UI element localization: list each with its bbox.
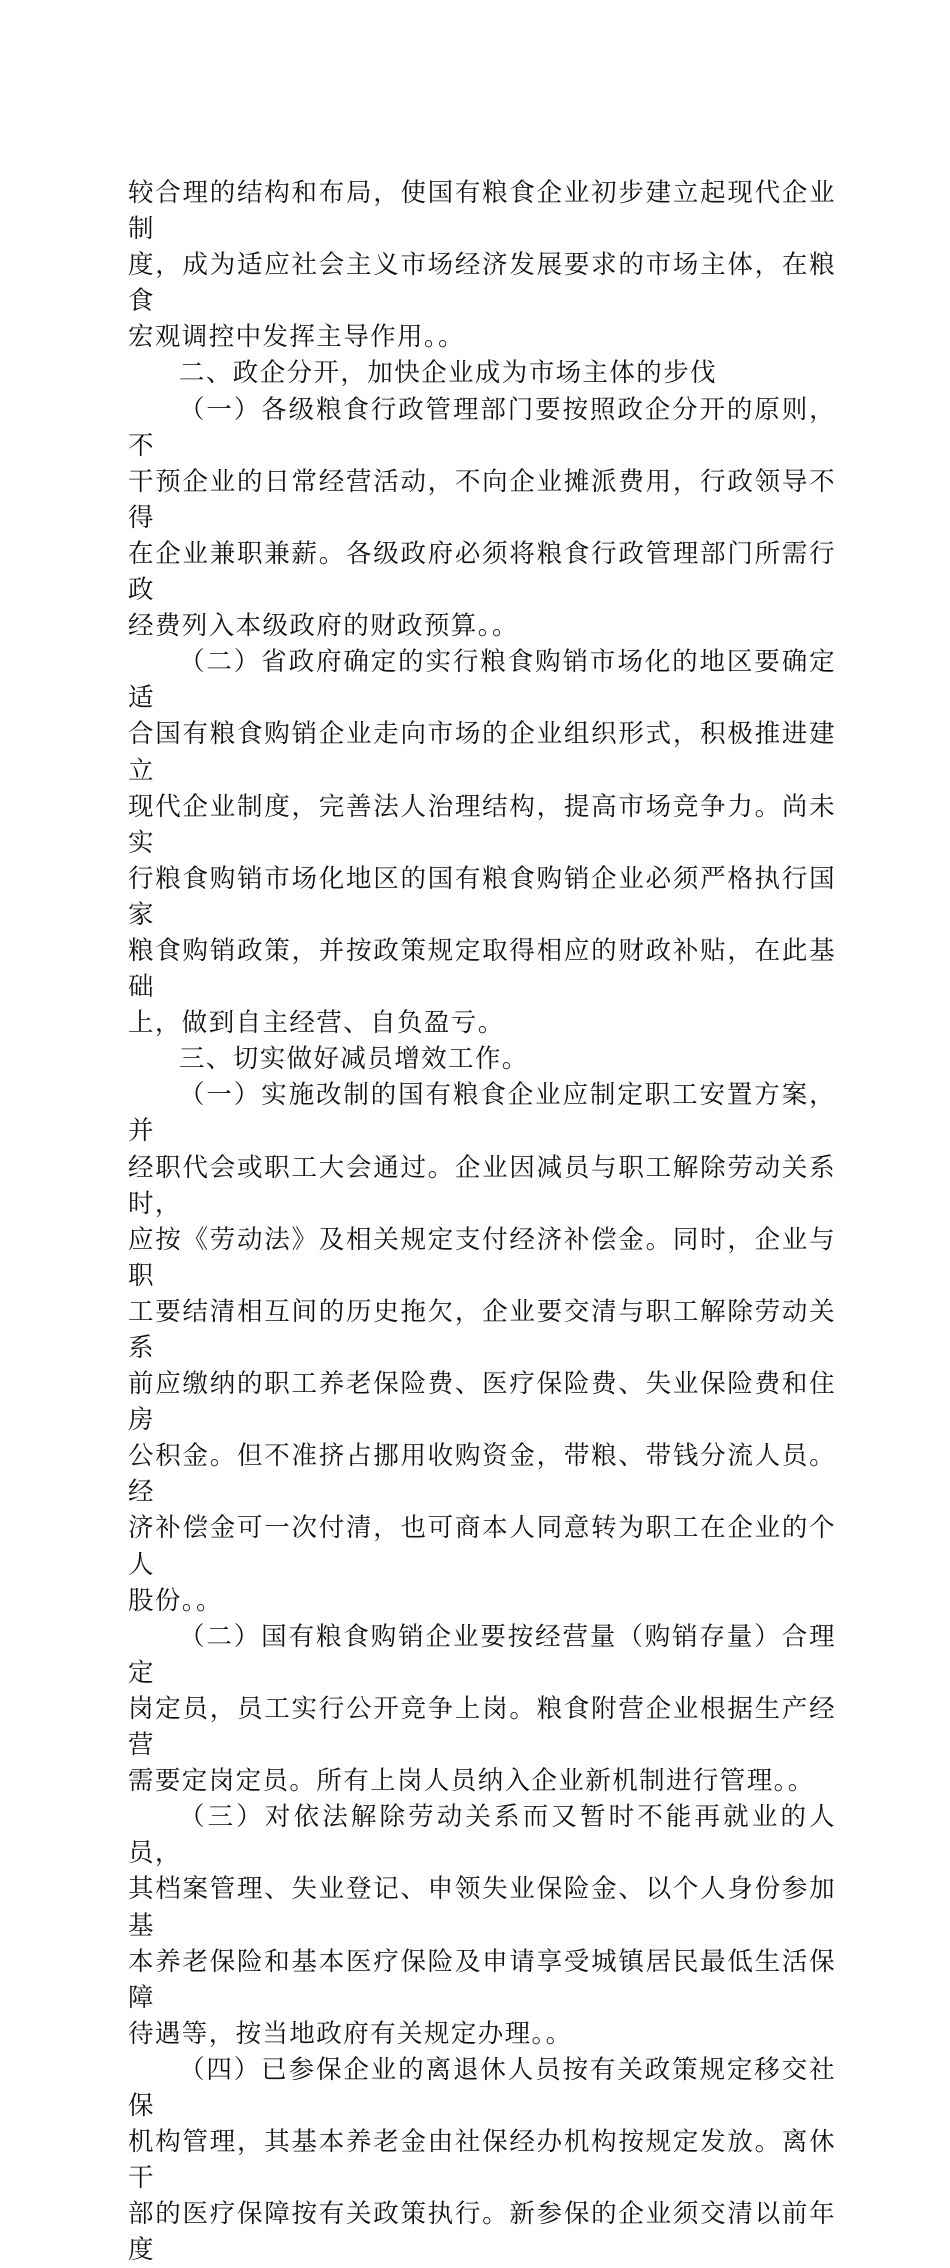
paragraph-3-1: （一）实施改制的国有粮食企业应制定职工安置方案，并 经职代会或职工大会通过。企业因减员与职工解除劳动关系时， 应按《劳动法》及相关规定支付经济补偿金。同时，企业与职 工要结清相互间的历史拖欠，企业要交清与职工解除劳动关系 前应缴纳的职工养老保险费、医疗保险费、失业保险费和住房 公积金。但不准挤占挪用收购资金，带粮、带钱分流人员。经 济补偿金可一次付清，也可商本人同意转为职工在企业的个人 股份。。 (128, 1080, 836, 1616)
paragraph-continuation: 较合理的结构和布局，使国有粮食企业初步建立起现代企业制 度，成为适应社会主义市场经济发展要求的市场主体，在粮食 宏观调控中发挥主导作用。。 (128, 178, 836, 353)
paragraph-3-2: （二）国有粮食购销企业要按经营量（购销存量）合理定 岗定员，员工实行公开竞争上岗。粮食附营企业根据生产经营 需要定岗定员。所有上岗人员纳入企业新机制进行管理。。 (128, 1621, 836, 1797)
section-heading-3: 三、切实做好减员增效工作。 (179, 1044, 529, 1075)
document-body (128, 175, 836, 2268)
paragraph-2-2: （二）省政府确定的实行粮食购销市场化的地区要确定适 合国有粮食购销企业走向市场的企业组织形式，积极推进建立 现代企业制度，完善法人治理结构，提高市场竞争力。尚未实 行粮食购销市场化地区的国有粮食购销企业必须严格执行国家 粮食购销政策，并按政策规定取得相应的财政补贴，在此基础 上，做到自主经营、自负盈亏。 (128, 647, 836, 1039)
paragraph-3-3: （三）对依法解除劳动关系而又暂时不能再就业的人员， 其档案管理、失业登记、申领失业保险金、以个人身份参加基 本养老保险和基本医疗保险及申请享受城镇居民最低生活保障 待遇等，按当地政府有关规定办理。。 (128, 1802, 836, 2049)
paragraph-3-4: （四）已参保企业的离退休人员按有关政策规定移交社保 机构管理，其基本养老金由社保经办机构按规定发放。离休干 部的医疗保障按有关政策执行。新参保的企业须交清以前年度 (128, 2054, 836, 2266)
section-heading-2: 二、政企分开，加快企业成为市场主体的步伐 (179, 358, 718, 389)
paragraph-2-1: （一）各级粮食行政管理部门要按照政企分开的原则，不 干预企业的日常经营活动，不向企业摊派费用，行政领导不得 在企业兼职兼薪。各级政府必须将粮食行政管理部门所需行政 经费列入本级政府的财政预算。。 (128, 394, 836, 642)
